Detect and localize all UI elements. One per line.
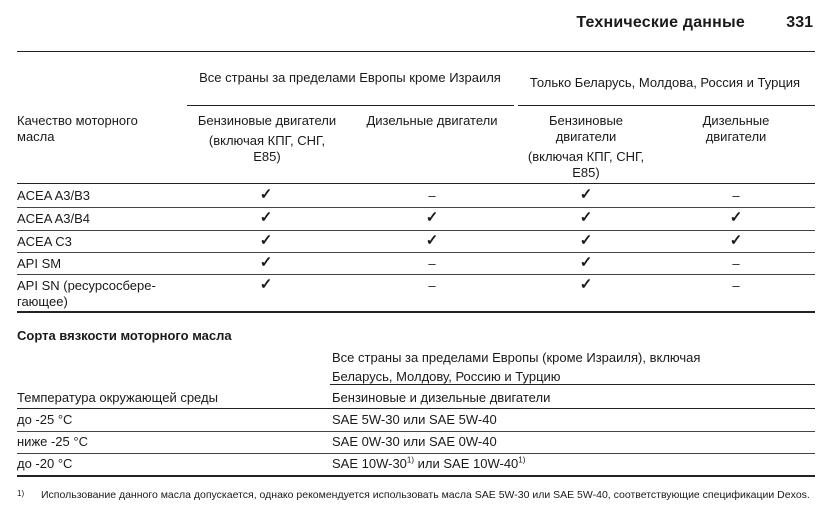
column-header-petrol-2-label: Бензиновые двигатели <box>548 113 624 144</box>
row-label: ACEA A3/B3 <box>17 188 90 203</box>
dash-mark: – <box>428 188 436 203</box>
page-number: 331 <box>786 14 813 31</box>
group-header-rule-1 <box>187 105 514 106</box>
footnote-ref: 1) <box>406 455 415 465</box>
viscosity-group-header: Все страны за пределами Европы (кроме Израиля), включая Беларусь, Молдову, Россию и Турцию <box>332 350 701 384</box>
grade-part-b: или SAE 10W-40 <box>414 456 519 471</box>
temperature-cell: до -25 °C <box>17 412 73 427</box>
table2-header-rule <box>17 408 815 409</box>
grade-cell <box>332 456 525 472</box>
group-header-rule-2 <box>518 105 815 106</box>
check-icon: ✓ <box>579 254 593 271</box>
check-icon: ✓ <box>579 186 593 203</box>
column-header-petrol-1-label: Бензиновые двигатели <box>197 113 337 128</box>
row-divider <box>17 207 815 208</box>
check-icon: ✓ <box>729 209 743 226</box>
column-header-petrol-2 <box>515 113 657 181</box>
section-title: Технические данные <box>576 14 745 31</box>
row-label: API SM <box>17 256 62 271</box>
check-icon: ✓ <box>425 232 439 249</box>
dash-mark: – <box>732 278 740 293</box>
column-header-diesel-2: Дизельные двигатели <box>702 113 770 144</box>
column-header-petrol-1-note: (включая КПГ, СНГ, E85) <box>208 133 326 164</box>
row-label: ACEA C3 <box>17 234 72 249</box>
group-header-outside-europe: Все страны за пределами Европы кроме Израиля <box>199 70 501 85</box>
row-divider <box>17 431 815 432</box>
dash-mark: – <box>428 278 436 293</box>
dash-mark: – <box>732 188 740 203</box>
column-header-temperature: Температура окружающей среды <box>17 390 218 405</box>
column-header-petrol-1 <box>184 113 350 165</box>
temperature-cell: ниже -25 °C <box>17 434 88 449</box>
row-divider <box>17 453 815 454</box>
row-label: ACEA A3/B4 <box>17 211 90 226</box>
temperature-cell: до -20 °C <box>17 456 73 471</box>
footnote-text: Использование данного масла допускается, однако рекомендуется использовать масла SAE 5W-30 или SAE 5W-40, соответствующие спецификации Dexos. <box>41 489 810 501</box>
grade-part-a: SAE 10W-30 <box>332 456 407 471</box>
check-icon: ✓ <box>579 209 593 226</box>
header-rule <box>17 51 815 52</box>
column-header-oil-quality: Качество моторного масла <box>17 113 138 144</box>
row-label: API SN (ресурсосбере-гающее) <box>17 278 156 309</box>
row-divider <box>17 274 815 275</box>
footnote-mark: 1) <box>17 489 25 498</box>
page-header <box>0 10 817 40</box>
viscosity-group-rule <box>330 384 815 385</box>
group-header-belarus-russia: Только Беларусь, Молдова, Россия и Турция <box>529 75 801 90</box>
check-icon: ✓ <box>579 232 593 249</box>
check-icon: ✓ <box>259 276 273 293</box>
column-header-petrol-2-note: (включая КПГ, СНГ, E85) <box>527 149 645 180</box>
grade-cell: SAE 5W-30 или SAE 5W-40 <box>332 412 497 427</box>
check-icon: ✓ <box>729 232 743 249</box>
check-icon: ✓ <box>259 254 273 271</box>
row-divider <box>17 230 815 231</box>
dash-mark: – <box>732 256 740 271</box>
column-header-diesel-1: Дизельные двигатели <box>366 113 498 128</box>
check-icon: ✓ <box>425 209 439 226</box>
dash-mark: – <box>428 256 436 271</box>
row-divider <box>17 252 815 253</box>
footnote-ref: 1) <box>518 455 526 465</box>
viscosity-section-title: Сорта вязкости моторного масла <box>17 328 232 343</box>
check-icon: ✓ <box>259 232 273 249</box>
grade-cell: SAE 0W-30 или SAE 0W-40 <box>332 434 497 449</box>
column-header-engines: Бензиновые и дизельные двигатели <box>332 390 551 405</box>
check-icon: ✓ <box>259 186 273 203</box>
check-icon: ✓ <box>259 209 273 226</box>
table1-bottom-rule <box>17 311 815 313</box>
table1-header-rule <box>17 183 815 184</box>
table2-bottom-rule <box>17 475 815 477</box>
check-icon: ✓ <box>579 276 593 293</box>
